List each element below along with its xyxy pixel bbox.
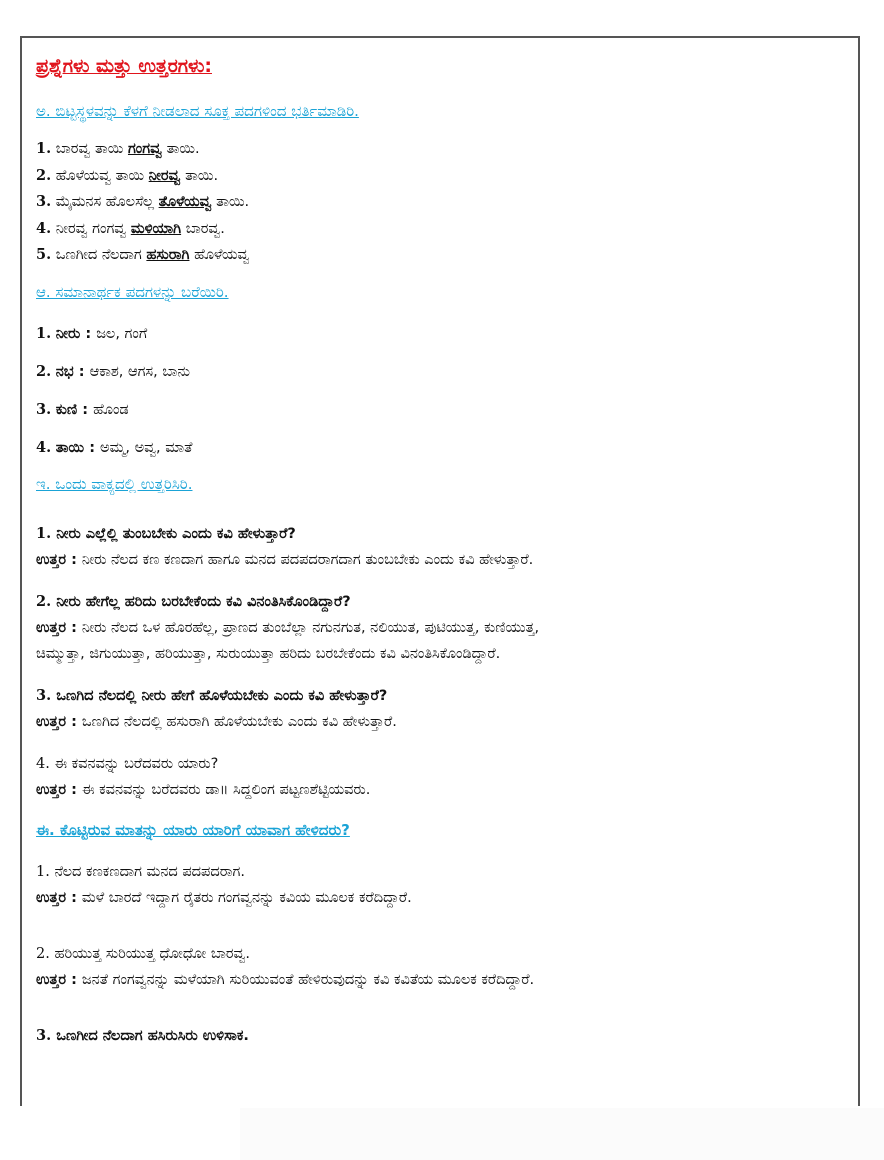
answer: ಉತ್ತರ : ಒಣಗಿದ ನೆಲದಲ್ಲಿ ಹಸುರಾಗಿ ಹೊಳೆಯಬೇಕು ಎಂದು ಕವಿ ಹೇಳುತ್ತಾರೆ. (36, 713, 397, 730)
quote: 2. ಹರಿಯುತ್ತ ಸುರಿಯುತ್ತ ಧೋಧೋ ಬಾರವ್ವ. (36, 945, 251, 962)
answer: ಉತ್ತರ : ನೀರು ನೆಲದ ಒಳ ಹೊರಹೆಲ್ಲ, ಪ್ರಾಣದ ತುಂಬೆಲ್ಲಾ ನಗುನಗುತ, ನಲಿಯುತ, ಪುಟಿಯುತ್ತ, ಕುಣಿಯುತ್ತ, (36, 619, 540, 636)
quote-item (36, 1023, 826, 1049)
qa-item (36, 521, 826, 573)
section-d-list (36, 859, 826, 1049)
quote-item (36, 941, 826, 993)
question: 3. ಒಣಗಿದ ನೆಲದಲ್ಲಿ ನೀರು ಹೇಗೆ ಹೊಳೆಯಬೇಕು ಎಂದು ಕವಿ ಹೇಳುತ್ತಾರೆ? (36, 686, 388, 704)
bottom-shadow (240, 1108, 884, 1160)
answer-word: ನೀರವ್ವ (148, 167, 181, 184)
answer: ಉತ್ತರ : ನೀರು ನೆಲದ ಕಣ ಕಣದಾಗ ಹಾಗೂ ಮನದ ಪದಪದರಾಗದಾಗ ತುಂಬಬೇಕು ಎಂದು ಕವಿ ಹೇಳುತ್ತಾರೆ. (36, 551, 534, 568)
answer-word: ತೊಳೆಯವ್ವ (158, 194, 212, 210)
section-c-heading: ಇ. ಒಂದು ವಾಕ್ಯದಲ್ಲಿ ಉತ್ತರಿಸಿರಿ. (36, 474, 193, 493)
answer: ಉತ್ತರ : ಈ ಕವನವನ್ನು ಬರೆದವರು ಡಾ॥ ಸಿದ್ದಲಿಂಗ ಪಟ್ಟಣಶೆಟ್ಟಿಯವರು. (36, 781, 371, 798)
quote-item (36, 859, 826, 911)
question: 1. ನೀರು ಎಲ್ಲೆಲ್ಲಿ ತುಂಬಬೇಕು ಎಂದು ಕವಿ ಹೇಳುತ್ತಾರೆ? (36, 524, 296, 542)
quote: 1. ನೆಲದ ಕಣಕಣದಾಗ ಮನದ ಪದಪದರಾಗ. (36, 863, 245, 880)
qa-item (36, 683, 826, 735)
synonym-item: 2. ನಭ : ಆಕಾಶ, ಆಗಸ, ಬಾನು (36, 362, 191, 380)
section-b-list (36, 315, 826, 467)
answer: ಉತ್ತರ : ಮಳೆ ಬಾರದೆ ಇದ್ದಾಗ ರೈತರು ಗಂಗವ್ವನನ್ನು ಕವಿಯ ಮೂಲಕ ಕರೆದಿದ್ದಾರೆ. (36, 889, 412, 906)
answer-word: ಗಂಗವ್ವ (127, 141, 162, 157)
section-c-list (36, 521, 826, 803)
question: 4. ಈ ಕವನವನ್ನು ಬರೆದವರು ಯಾರು? (36, 755, 219, 772)
fill-item: 1. ಬಾರವ್ವ ತಾಯಿ ಗಂಗವ್ವ ತಾಯಿ. (36, 140, 200, 157)
section-a-list (36, 136, 826, 269)
synonym-item: 3. ಕುಣಿ : ಹೊಂಡ (36, 400, 129, 418)
section-b-heading: ಆ. ಸಮಾನಾರ್ಥಕ ಪದಗಳನ್ನು ಬರೆಯಿರಿ. (36, 282, 229, 301)
answer-word: ಮಳಿಯಾಗಿ (130, 220, 182, 237)
synonym-item: 1. ನೀರು : ಜಲ, ಗಂಗೆ (36, 324, 148, 342)
fill-item: 3. ಮೈಮನಸ ಹೊಲಸೆಲ್ಲ ತೊಳೆಯವ್ವ ತಾಯಿ. (36, 193, 250, 210)
fill-item: 2. ಹೊಳೆಯವ್ವ ತಾಯಿ ನೀರವ್ವ ತಾಯಿ. (36, 166, 219, 184)
answer-continued: ಚಿಮ್ಮುತ್ತಾ, ಜಿಗುಯುತ್ತಾ, ಹರಿಯುತ್ತಾ, ಸುರುಯುತ್ತಾ ಹರಿದು ಬರಬೇಕೆಂದು ಕವಿ ವಿನಂತಿಸಿಕೊಂಡಿದ್ದಾರೆ. (36, 645, 501, 662)
fill-item: 4. ನೀರವ್ವ ಗಂಗವ್ವ ಮಳಿಯಾಗಿ ಬಾರವ್ವ. (36, 219, 225, 237)
quote: 3. ಒಣಗೀದ ನೆಲದಾಗ ಹಸಿರುಸಿರು ಉಳಿಸಾಕ. (36, 1026, 249, 1044)
section-d-heading: ಈ. ಕೊಟ್ಟಿರುವ ಮಾತನ್ನು ಯಾರು ಯಾರಿಗೆ ಯಾವಾಗ ಹೇಳಿದರು? (36, 820, 350, 839)
question: 2. ನೀರು ಹೇಗೆಲ್ಲ ಹರಿದು ಬರಬೇಕೆಂದು ಕವಿ ವಿನಂತಿಸಿಕೊಂಡಿದ್ದಾರೆ? (36, 592, 351, 610)
fill-item: 5. ಒಣಗೀದ ನೆಲದಾಗ ಹಸುರಾಗಿ ಹೊಳೆಯವ್ವ (36, 246, 250, 263)
answer: ಉತ್ತರ : ಜನತೆ ಗಂಗವ್ವನನ್ನು ಮಳೆಯಾಗಿ ಸುರಿಯುವಂತೆ ಹೇಳಿರುವುದನ್ನು ಕವಿ ಕವಿತೆಯ ಮೂಲಕ ಕರೆದಿದ್ದಾರೆ. (36, 971, 535, 988)
worksheet (36, 52, 826, 1049)
synonym-item: 4. ತಾಯಿ : ಅಮ್ಮ, ಅವ್ವ, ಮಾತೆ (36, 438, 193, 456)
qa-item (36, 589, 826, 667)
section-a-heading: ಅ. ಬಿಟ್ಟಸ್ಥಳವನ್ನು ಕೆಳಗೆ ನೀಡಲಾದ ಸೂಕ್ತ ಪದಗಳಿಂದ ಭರ್ತಿಮಾಡಿರಿ. (36, 102, 359, 120)
answer-word: ಹಸುರಾಗಿ (146, 247, 190, 263)
qa-item (36, 751, 826, 803)
page-title: ಪ್ರಶ್ನೆಗಳು ಮತ್ತು ಉತ್ತರಗಳು: (36, 55, 212, 77)
